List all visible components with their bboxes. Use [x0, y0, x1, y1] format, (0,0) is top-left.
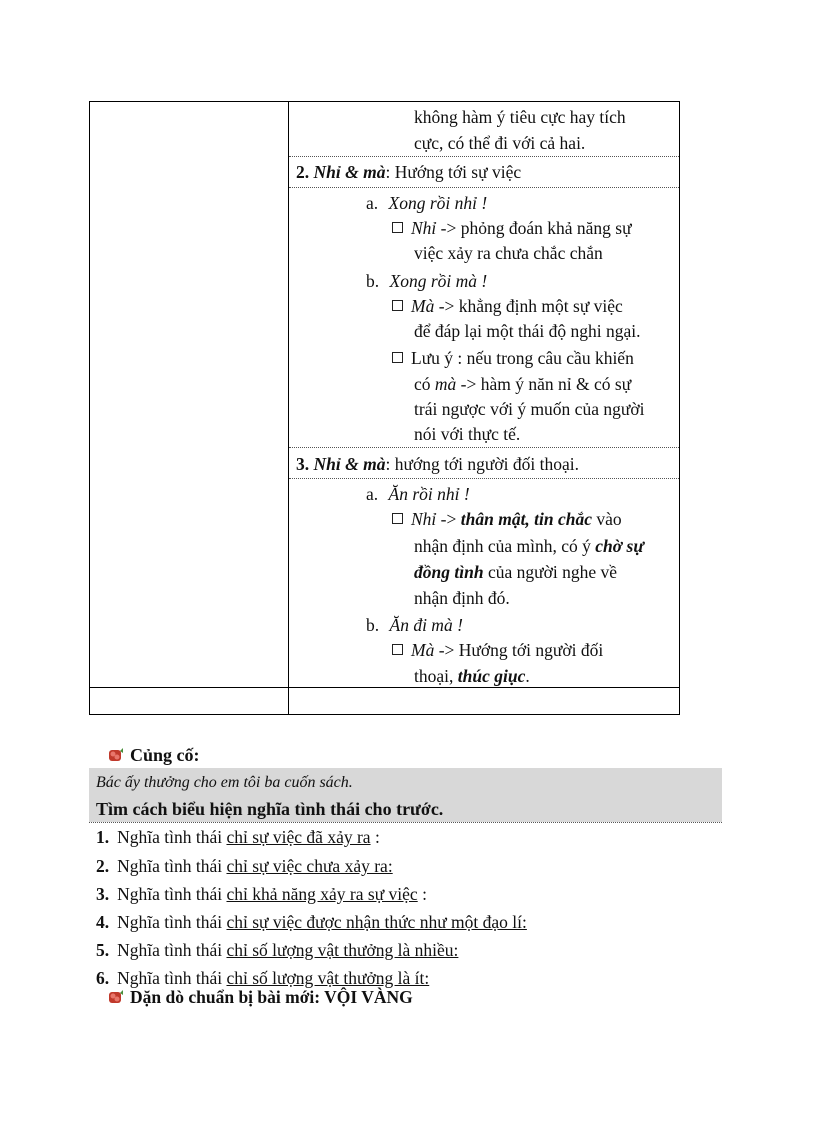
table-text-line: không hàm ý tiêu cực hay tích — [414, 107, 626, 127]
example-sentence: Xong rồi mà ! — [389, 271, 488, 291]
task-text — [96, 798, 443, 820]
emphasis: đồng tình — [414, 562, 484, 582]
text-run: -> Hướng tới người đối — [434, 640, 604, 660]
text-run: Nghĩa tình thái — [117, 940, 227, 960]
bullet-item — [392, 639, 603, 661]
heading-text: Củng cố: — [130, 745, 200, 765]
item-label: b. — [366, 615, 380, 635]
section-title: : hướng tới người đối thoại. — [385, 454, 580, 474]
underlined-text: chỉ số lượng vật thưởng là ít: — [226, 968, 430, 988]
text-run: nhận định của mình, có ý — [414, 536, 596, 556]
text-run: ìm cách biểu hiện nghĩa tình thái cho trước. — [108, 799, 444, 819]
dotted-rule — [89, 822, 722, 823]
item-number: 5. — [96, 940, 110, 960]
underlined-text: chỉ khả năng xảy ra sự việc — [226, 884, 418, 904]
bullet-item — [392, 217, 632, 239]
section-heading — [296, 161, 521, 183]
list-item — [366, 192, 487, 214]
bullet-item — [392, 508, 622, 530]
item-label: b. — [366, 271, 380, 291]
emphasis: thân mật, tin chắc — [460, 509, 593, 529]
underlined-text: chỉ sự việc chưa xảy ra: — [226, 856, 393, 876]
text-run: Nghĩa tình thái — [117, 856, 227, 876]
text-run: Nghĩa tình thái — [117, 884, 227, 904]
list-item — [96, 911, 527, 933]
item-number: 3. — [96, 884, 110, 904]
section-keywords: Nhỉ & mà — [313, 162, 386, 182]
checkbox-bullet-icon — [392, 513, 403, 524]
bullet-text — [414, 561, 617, 583]
bullet-text: nhận định đó. — [414, 588, 510, 608]
item-number: 6. — [96, 968, 110, 988]
text-run: có — [414, 374, 435, 394]
text-run: . — [525, 666, 530, 686]
item-label: a. — [366, 193, 379, 213]
text-run: thoại, — [414, 666, 458, 686]
text-run: Nghĩa tình thái — [117, 968, 227, 988]
text-run: vào — [592, 509, 622, 529]
list-item — [96, 826, 380, 848]
bullet-text: trái ngược với ý muốn của người — [414, 399, 645, 419]
keyword: Mà — [411, 296, 435, 316]
bullet-text — [414, 665, 530, 687]
checkbox-bullet-icon — [392, 300, 403, 311]
text-run: : — [417, 884, 427, 904]
checkbox-bullet-icon — [392, 222, 403, 233]
text-run: của người nghe về — [483, 562, 617, 582]
table-text-line: cực, có thể đi với cả hai. — [414, 133, 586, 153]
bullet-text: -> phỏng đoán khả năng sự — [436, 218, 632, 238]
text-run: -> — [436, 509, 461, 529]
text-run: -> hàm ý năn nỉ & có sự — [456, 374, 632, 394]
dotted-rule — [289, 478, 679, 479]
flower-icon — [108, 989, 124, 1005]
underlined-text: chỉ sự việc được nhận thức như một đạo lí: — [226, 912, 527, 932]
underlined-text: chỉ số lượng vật thưởng là nhiều: — [226, 940, 459, 960]
flower-icon — [108, 747, 124, 763]
bullet-text: Lưu ý : nếu trong câu cầu khiến — [411, 348, 634, 368]
list-item — [96, 939, 458, 961]
bullet-item — [392, 295, 623, 317]
heading-text: Dặn dò chuẩn bị bài mới: VỘI VÀNG — [130, 987, 413, 1007]
section-keywords: Nhỉ & mà — [313, 454, 386, 474]
list-item — [366, 270, 487, 292]
bullet-text: -> khẳng định một sự việc — [434, 296, 623, 316]
item-label: a. — [366, 484, 379, 504]
bullet-text: để đáp lại một thái độ nghi ngại. — [414, 321, 641, 341]
bullet-item — [392, 347, 634, 369]
item-number: 4. — [96, 912, 110, 932]
bullet-text — [414, 373, 631, 395]
emphasis: thúc giục — [457, 666, 526, 686]
section-heading-dando — [108, 986, 413, 1008]
list-item — [96, 855, 393, 877]
keyword: mà — [434, 374, 457, 394]
bullet-text — [414, 535, 644, 557]
section-number: 2. — [296, 162, 310, 182]
text-run: T — [96, 799, 109, 819]
checkbox-bullet-icon — [392, 644, 403, 655]
list-item — [96, 883, 427, 905]
text-run: Nghĩa tình thái — [117, 827, 227, 847]
section-heading-cungco — [108, 744, 200, 766]
keyword: Nhỉ — [411, 509, 437, 529]
bullet-text: nói với thực tế. — [414, 424, 521, 444]
text-run: : — [370, 827, 380, 847]
list-item — [366, 483, 470, 505]
keyword: Mà — [411, 640, 435, 660]
dotted-rule — [289, 156, 679, 157]
section-title: : Hướng tới sự việc — [385, 162, 522, 182]
example-sentence: Xong rồi nhỉ ! — [388, 193, 488, 213]
checkbox-bullet-icon — [392, 352, 403, 363]
section-number: 3. — [296, 454, 310, 474]
emphasis: chờ sự — [595, 536, 644, 556]
item-number: 1. — [96, 827, 110, 847]
section-heading — [296, 453, 579, 475]
dotted-rule — [289, 447, 679, 448]
example-sentence: Bác ấy thưởng cho em tôi ba cuốn sách. — [96, 774, 353, 791]
example-sentence: Ăn rồi nhỉ ! — [388, 484, 470, 504]
text-run: Nghĩa tình thái — [117, 912, 227, 932]
item-number: 2. — [96, 856, 110, 876]
table-column-divider — [288, 101, 289, 715]
dotted-rule — [289, 187, 679, 188]
keyword: Nhỉ — [411, 218, 437, 238]
table-row-divider — [89, 687, 680, 688]
example-sentence: Ăn đi mà ! — [389, 615, 463, 635]
bullet-text: việc xảy ra chưa chắc chắn — [414, 243, 603, 263]
underlined-text: chỉ sự việc đã xảy ra — [226, 827, 371, 847]
list-item — [366, 614, 463, 636]
